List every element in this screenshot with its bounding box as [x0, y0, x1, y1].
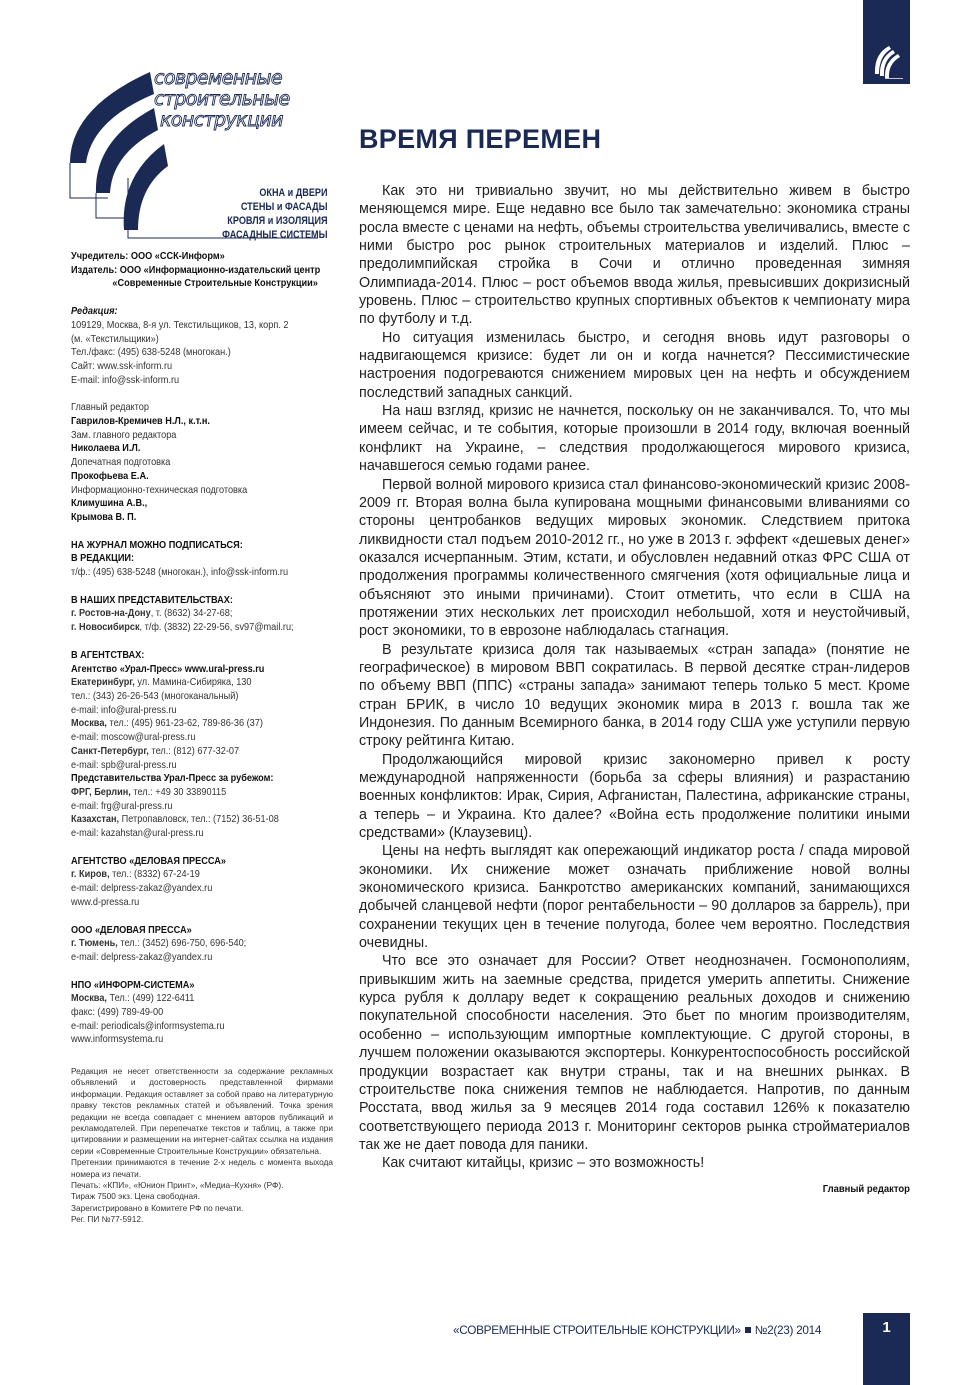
agency-phone: тел.: +49 30 33890115 [130, 786, 227, 798]
logo-line: конструкции [160, 109, 283, 131]
agency-email: e-mail: moscow@ural-press.ru [71, 732, 196, 744]
staff-list [71, 401, 331, 524]
arcs-logo-icon [871, 40, 903, 80]
disclaimer-text: Редакция не несет ответственности за содержание рекламных объявлений и достоверность представленной фирмами информации. Редакция оставляет за собой право на литературную правку текстов рекламных статей и объявлений. Точка зрения редакции не всегда совпадает с мнением авторов публикаций и рекламодателей. При перепечатке текстов и таблиц, а также при цитировании и размещении на интернет-сайтах ссылка на издания серии «Современные Строительные Конструкции» обязательна. [71, 1066, 333, 1156]
office-city: г. Новосибирск [71, 622, 140, 634]
article-paragraph: Первой волной мирового кризиса стал финансово-экономический кризис 2008-2009 гг. Вторая волна была купирована мощными финансовыми вливаниями со стороны центробанков ведущих мировых экономик. Следствием притока ликвидности стал подъем 2010-2012 гг., но уже в 2013 г. эффект «дешевых денег» оказался исчерпанным. Этим, кстати, и обусловлен недавний отказ ФРС США от продолжения программы количественного смягчения (хотя официальные лица и объясняют это иными причинами). Стоит отметить, что если в США на протяжении этих нескольких лет происходил небольшой, хотя и неустойчивый, рост экономики, то в еврозоне наблюдалась стагнация. [359, 476, 910, 640]
topic: СТЕНЫ и ФАСАДЫ [241, 201, 328, 213]
agencies-info [71, 649, 331, 841]
agency-email: e-mail: periodicals@informsystema.ru [71, 1020, 225, 1032]
agency-abroad-heading: Представительства Урал-Пресс за рубежом: [71, 773, 274, 785]
agency-phone: тел.: (3452) 696-750, 696-540; [117, 938, 247, 950]
delovaya-pressa-kirov [71, 855, 331, 910]
subscribe-heading: НА ЖУРНАЛ МОЖНО ПОДПИСАТЬСЯ: [71, 539, 243, 551]
registration: Зарегистрировано в Комитете РФ по печати. [71, 1202, 244, 1213]
publisher-info [71, 250, 331, 291]
offices-heading: В НАШИХ ПРЕДСТАВИТЕЛЬСТВАХ: [71, 594, 233, 606]
subscribe-contact: т/ф.: (495) 638-5248 (многокан.), info@ssk-inform.ru [71, 567, 289, 579]
staff-name: Крымова В. П. [71, 511, 137, 523]
metro: (м. «Текстильщики») [71, 333, 159, 345]
legal-disclaimer [71, 1066, 333, 1226]
agency-email: e-mail: kazahstan@ural-press.ru [71, 828, 204, 840]
publisher-cont: «Современные Строительные Конструкции» [112, 278, 318, 290]
website: Сайт: www.ssk-inform.ru [71, 360, 173, 372]
magazine-logo [68, 68, 328, 246]
agency-city: г. Тюмень, [71, 938, 118, 950]
article-paragraph: Продолжающийся мировой кризис закономерно привел к росту международной напряженности (борьба за сферы влияния) и разрастанию военных конфликтов: Ирак, Сирия, Афганистан, Палестина, африканские страны, а теперь – и Украина. Кто далее? «Война есть продолжение политики иными средствами» (Клаузевиц). [359, 751, 910, 842]
subscription-info [71, 539, 331, 580]
agency-email: e-mail: delpress-zakaz@yandex.ru [71, 883, 213, 895]
offices-info [71, 594, 331, 635]
founder: Учредитель: ООО «ССК-Информ» [71, 251, 225, 262]
office-item [71, 621, 331, 635]
subscribe-subheading: В РЕДАКЦИИ: [71, 553, 135, 565]
agency-email: e-mail: spb@ural-press.ru [71, 759, 177, 771]
agency-city: Санкт-Петербург, [71, 745, 149, 757]
article-paragraph: Но ситуация изменилась быстро, и сегодня вновь идут разговоры о надвигающемся кризисе: будет ли он и когда начнется? Пессимистические настроения подогреваются снижением мировых цен на нефть и обсуждением последствий западных санкций. [359, 329, 910, 401]
topic: КРОВЛЯ и ИЗОЛЯЦИЯ [227, 215, 328, 227]
issue-number: №2(23) 2014 [754, 1323, 822, 1337]
agency-city: г. Киров, [71, 869, 110, 881]
agency-email: e-mail: delpress-zakaz@yandex.ru [71, 951, 213, 963]
office-contact: , т. (8632) 34-27-68; [150, 608, 233, 620]
agency-heading: НПО «ИНФОРМ-СИСТЕМА» [71, 979, 195, 991]
publisher: Издатель: ООО «Информационно-издательский центр [71, 264, 321, 276]
agency-city: Москва, [71, 993, 107, 1005]
staff-name: Прокофьева Е.А. [71, 470, 149, 482]
running-footer [453, 1323, 821, 1337]
office-city: г. Ростов-на-Дону [71, 608, 151, 620]
print-info: Печать: «КПИ», «Юнион Принт», «Медиа–Кухня» (РФ). [71, 1180, 284, 1191]
registration-number: Рег. ПИ №77-5912. [71, 1214, 144, 1225]
journal-name: «СОВРЕМЕННЫЕ СТРОИТЕЛЬНЫЕ КОНСТРУКЦИИ» [453, 1323, 741, 1337]
agency-phone: Петропавловск, тел.: (7152) 36-51-08 [119, 814, 279, 826]
agencies-heading: В АГЕНТСТВАХ: [71, 649, 145, 661]
staff-name: Климушина А.В., [71, 498, 148, 510]
article-paragraph: Как считают китайцы, кризис – это возможность! [382, 1155, 705, 1172]
article-body [359, 182, 910, 1173]
agency-email: e-mail: info@ural-press.ru [71, 704, 177, 716]
circulation: Тираж 7500 экз. Цена свободная. [71, 1191, 200, 1202]
agency-phone: тел.: (343) 26-26-543 (многоканальный) [71, 690, 239, 702]
delovaya-pressa-tyumen [71, 924, 331, 965]
article-paragraph: На наш взгляд, кризис не начнется, поскольку он не заканчивался. То, что мы имеем сейчас, и те события, которые произошли в 2014 году, включая военный конфликт на Украине, – следствия продолжающегося мирового кризиса, начавшегося семью годами ранее. [359, 403, 910, 475]
agency-site: www.informsystema.ru [71, 1034, 164, 1046]
agency-city: Екатеринбург, [71, 677, 135, 689]
agency-phone: тел.: (812) 677-32-07 [148, 745, 240, 757]
staff-role: Информационно-техническая подготовка [71, 484, 248, 496]
staff-role: Главный редактор [71, 402, 149, 414]
agency-email: e-mail: frg@ural-press.ru [71, 800, 173, 812]
editorial-heading: Редакция: [71, 306, 118, 318]
staff-name: Гаврилов-Кремичев Н.Л., к.т.н. [71, 416, 210, 428]
office-contact: , т/ф. (3832) 22-29-56, sv97@mail.ru; [139, 622, 294, 634]
agency-city: ФРГ, Берлин, [71, 786, 131, 798]
agency-city: Казахстан, [71, 814, 120, 826]
article-title: ВРЕМЯ ПЕРЕМЕН [359, 124, 602, 154]
imprint-sidebar [71, 250, 331, 1061]
staff-role: Допечатная подготовка [71, 457, 171, 469]
email: E-mail: info@ssk-inform.ru [71, 374, 180, 386]
agency-fax: факс: (499) 789-49-00 [71, 1007, 164, 1019]
agency-phone: тел.: (495) 961-23-62, 789-86-36 (37) [106, 718, 263, 730]
agency-site: www.d-pressa.ru [71, 896, 140, 908]
editorial-office [71, 305, 331, 387]
corner-brand-tab [863, 0, 910, 84]
disclaimer-text: Претензии принимаются в течение 2-х недель с момента выхода номера из печати. [71, 1157, 333, 1179]
phone: Тел./факс: (495) 638-5248 (многокан.) [71, 347, 231, 359]
agency-phone: Тел.: (499) 122-6411 [106, 993, 195, 1005]
article-paragraph: Цены на нефть выглядят как опережающий индикатор роста / спада мировой экономики. Их снижение может означать приближение новой волны экономического кризиса. Банкротство американских компаний, занимающихся добычей сланцевой нефти (порог рентабельности – 90 долларов за баррель), при сохранении текущих цен в течение полугода, более чем вероятно. Последствия очевидны. [359, 843, 910, 952]
agency-name: Агентство «Урал-Пресс» www.ural-press.ru [71, 663, 265, 675]
page-number-tab [863, 1313, 910, 1385]
logo-line: строительные [154, 88, 290, 110]
agency-city: Москва, [71, 718, 107, 730]
article-signature: Главный редактор [822, 1183, 910, 1195]
address: 109129, Москва, 8-я ул. Текстильщиков, 13, корп. 2 [71, 319, 289, 331]
article-paragraph: В результате кризиса доля так называемых «стран запада» (понятие не географическое) в мировом ВВП сократилась. В первой десятке стран-лидеров по объему ВВП (ППС) «страны запада» занимают теперь только 5 мест. Кроме стран БРИК, в число 10 ведущих экономик мира в 2013 г. вошла так же Индонезия. По данным Всемирного банка, в 2014 году США уже уступили первую строку рейтинга Китаю. [359, 641, 910, 750]
office-item [71, 607, 331, 621]
agency-heading: АГЕНТСТВО «ДЕЛОВАЯ ПРЕССА» [71, 855, 227, 867]
staff-role: Зам. главного редактора [71, 429, 177, 441]
article-paragraph: Что все это означает для России? Ответ неоднозначен. Госмонополиям, привыкшим жить на заемные средства, придется умерить аппетиты. Снижение курса рубля к доллару ведет к сокращению реальных доходов и снижению покупательной способности населения. Это бьет по многим производителям, особенно – использующим импортные комплектующие. С другой стороны, в лучшем положении оказываются экспортеры. Конкурентоспособность российской продукции возрастает как внутри страны, так и на внешних рынках. В строительстве пока снижения темпов не наблюдается. Напротив, по данным Росстата, ввод жилья за 9 месяцев 2014 года составил 126% к показателю соответствующего периода 2013 г. Мониторинг секторов рынка стройматериалов так же не дает повода для паники. [359, 953, 910, 1153]
logo-wordmark [154, 68, 290, 131]
logo-topics [223, 186, 328, 242]
logo-line: современные [154, 67, 282, 89]
staff-name: Николаева И.Л. [71, 443, 141, 455]
inform-sistema [71, 979, 331, 1048]
square-bullet-icon [745, 1327, 751, 1333]
page-number: 1 [882, 1319, 891, 1336]
agency-phone: тел.: (8332) 67-24-19 [109, 869, 200, 881]
topic: ФАСАДНЫЕ СИСТЕМЫ [222, 229, 328, 241]
article-paragraph: Как это ни тривиально звучит, но мы действительно живем в быстро меняющемся мире. Еще недавно все было так замечательно: экономика страны росла вместе с ценами на нефть, объемы строительства увеличивались, вместе с ними быстро рос рынок строительных материалов и изделий. Плюс – предолимпийская стройка в Сочи и отлично проведенная зимняя Олимпиада-2014. Плюс – рост объемов ввода жилья, превысивших докризисный уровень. Плюс – строительство крупных спортивных объектов к чемпионату мира по футболу и т.д. [359, 183, 910, 328]
agency-heading: ООО «ДЕЛОВАЯ ПРЕССА» [71, 924, 192, 936]
topic: ОКНА и ДВЕРИ [259, 187, 328, 199]
agency-address: ул. Мамина-Сибиряка, 130 [134, 677, 252, 689]
